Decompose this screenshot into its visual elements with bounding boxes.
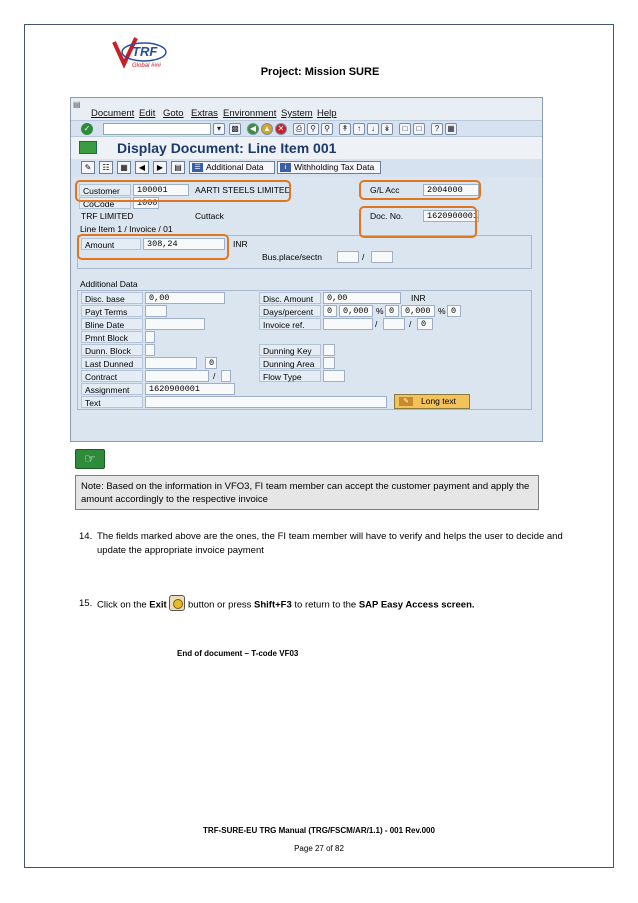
create-session-icon[interactable]: □ [399,123,411,135]
days-1-field[interactable]: 0 [323,305,337,317]
info-icon: i [280,163,291,172]
shortcut-icon[interactable]: □ [413,123,425,135]
last-dunned-label: Last Dunned [81,357,143,369]
step-15-number: 15. [79,598,93,609]
first-page-icon[interactable]: ↟ [339,123,351,135]
dunning-key-field[interactable] [323,344,335,356]
sap-screenshot [70,97,543,442]
additional-data-icon: ☰ [192,163,203,172]
footer-manual: TRF-SURE-EU TRG Manual (TRG/FSCM/AR/1.1) - 001 Rev.000 [203,826,435,835]
invoice-ref-item-field[interactable]: 0 [417,318,433,330]
step-14-number: 14. [79,531,93,542]
sap-menu-bar [71,98,542,120]
page-header-title: Project: Mission SURE [260,66,380,78]
invoice-ref-field[interactable] [323,318,373,330]
step-15-shortcut: Shift+F3 [254,599,292,611]
prev-item-icon[interactable]: ◀ [135,161,149,174]
long-text-label: Long text [421,396,456,406]
withholding-tax-label: Withholding Tax Data [294,162,375,172]
days-percent-label: Days/percent [259,305,321,317]
amount-label: Amount [81,238,141,250]
customer-label: Customer [79,184,131,196]
menu-extras[interactable]: Extras [191,108,218,119]
menu-document[interactable]: Document [91,108,135,119]
assignment-label: Assignment [81,383,143,395]
percent-1-sign: % [376,306,384,316]
command-dropdown-icon[interactable]: ▾ [213,123,225,135]
gl-account-field[interactable]: 2004000 [423,184,479,196]
highlight-amount [77,234,229,260]
bus-place-slash: / [362,252,365,262]
window-menu-icon[interactable]: ▤ [73,100,81,109]
help-icon[interactable]: ? [431,123,443,135]
section-field[interactable] [371,251,393,263]
disc-amount-field[interactable]: 0,00 [323,292,401,304]
screen-title: Display Document: Line Item 001 [117,140,337,156]
invoice-ref-slash-2: / [409,319,412,329]
trf-logo [110,34,168,74]
percent-2-field[interactable]: 0,000 [401,305,435,317]
menu-environment[interactable]: Environment [223,108,277,119]
pointing-hand-icon: ☞ [75,449,105,469]
standard-toolbar [71,120,542,137]
contract-label: Contract [81,370,143,382]
line-item-section-title: Line Item 1 / Invoice / 01 [80,224,173,234]
percent-2-sign: % [438,306,446,316]
enter-check-icon[interactable]: ✓ [81,123,93,135]
invoice-ref-year-field[interactable] [383,318,405,330]
long-text-button[interactable] [394,394,470,409]
percent-1-field[interactable]: 0,000 [339,305,373,317]
print-icon[interactable]: ⎙ [293,123,305,135]
next-item-icon[interactable]: ▶ [153,161,167,174]
note-box: Note: Based on the information in VFO3, FI team member can accept the customer payment and apply the amount accordingly to the respective invoice [75,475,539,510]
long-text-icon: ✎ [399,397,413,406]
dunn-block-label: Dunn. Block [81,344,143,356]
pmnt-block-label: Pmnt Block [81,331,143,343]
menu-help[interactable]: Help [317,108,337,119]
application-toolbar [71,159,542,177]
company-code-label: CoCode [79,197,131,209]
highlight-gl-account [359,180,481,200]
highlight-customer [75,180,291,202]
amount-field[interactable]: 308,24 [143,238,225,250]
flow-type-field[interactable] [323,370,345,382]
additional-data-button[interactable] [189,161,275,174]
contract-field[interactable] [145,370,209,382]
display-icon[interactable]: ☷ [99,161,113,174]
screen-title-bar [71,137,542,159]
additional-data-section-title: Additional Data [80,279,138,289]
command-field[interactable] [103,123,211,135]
pmnt-block-field[interactable] [145,331,155,343]
amount-currency: INR [233,239,248,249]
change-icon[interactable]: ✎ [81,161,95,174]
last-dunned-field[interactable] [145,357,197,369]
text-label: Text [81,396,143,408]
bline-date-field[interactable] [145,318,205,330]
customer-field[interactable]: 100001 [133,184,189,196]
end-of-document: End of document – T-code VF03 [177,649,299,658]
bline-date-label: Bline Date [81,318,143,330]
dunning-key-label: Dunning Key [259,344,321,356]
step-15-part-2: button or press [185,599,255,611]
days-2-field[interactable]: 0 [385,305,399,317]
menu-system[interactable]: System [281,108,313,119]
gl-account-label: G/L Acc [370,185,400,195]
last-page-icon[interactable]: ↡ [381,123,393,135]
text-field[interactable] [145,396,387,408]
screen-title-icon [79,141,97,154]
svg-text:TRF: TRF [132,44,158,59]
doc-number-label: Doc. No. [370,211,404,221]
find-next-icon[interactable]: ⚲ [321,123,333,135]
payt-terms-label: Payt Terms [81,305,143,317]
prev-page-icon[interactable]: ↑ [353,123,365,135]
exit-icon[interactable]: ▲ [261,123,273,135]
company-city: Cuttack [195,211,224,221]
exit-button-icon [169,595,185,611]
back-icon[interactable]: ◀ [247,123,259,135]
disc-base-field[interactable]: 0,00 [145,292,225,304]
payt-terms-field[interactable] [145,305,167,317]
overview-icon[interactable]: ▦ [117,161,131,174]
disc-amount-currency: INR [411,293,426,303]
disc-base-label: Disc. base [81,292,143,304]
next-page-icon[interactable]: ↓ [367,123,379,135]
doc-number-field[interactable]: 1620900001 [423,210,479,222]
assignment-field[interactable]: 1620900001 [145,383,235,395]
contract-slash: / [213,371,216,381]
company-name: TRF LIMITED [81,211,134,221]
cancel-icon[interactable]: ✕ [275,123,287,135]
menu-edit[interactable]: Edit [139,108,156,119]
contract-item-field[interactable] [221,370,231,382]
dunning-area-label: Dunning Area [259,357,321,369]
svg-text:Global ###: Global ### [132,63,162,69]
dunn-block-field[interactable] [145,344,155,356]
disc-amount-label: Disc. Amount [259,292,321,304]
days-3-field[interactable]: 0 [447,305,461,317]
withholding-tax-button[interactable] [277,161,381,174]
bus-place-field[interactable] [337,251,359,263]
flow-type-label: Flow Type [259,370,321,382]
footer-page-number: Page 27 of 82 [294,844,344,853]
step-14-text: The fields marked above are the ones, the FI team member will have to verify and helps the user to decide and update the appropriate invoice payment [97,531,563,556]
save-icon[interactable]: ▩ [229,123,241,135]
invoice-ref-slash-1: / [375,319,378,329]
step-15-target: SAP Easy Access screen. [358,599,475,611]
document-header-icon[interactable]: ▤ [171,161,185,174]
menu-goto[interactable]: Goto [163,108,184,119]
dunning-area-field[interactable] [323,357,335,369]
step-15-part-3: to return to the [291,599,359,611]
customer-name: AARTI STEELS LIMITED [195,185,291,195]
bus-place-label: Bus.place/sectn [262,252,323,262]
step-15-text [97,597,567,613]
additional-data-label: Additional Data [206,162,264,172]
layout-menu-icon[interactable]: ▦ [445,123,457,135]
company-code-field[interactable]: 1000 [133,197,159,209]
invoice-ref-label: Invoice ref. [259,318,321,330]
step-15-part-1: Click on the [97,599,150,611]
find-icon[interactable]: ⚲ [307,123,319,135]
step-15-exit-word: Exit [149,599,167,611]
highlight-doc-number [359,206,477,238]
dunning-level-field[interactable]: 0 [205,357,217,369]
